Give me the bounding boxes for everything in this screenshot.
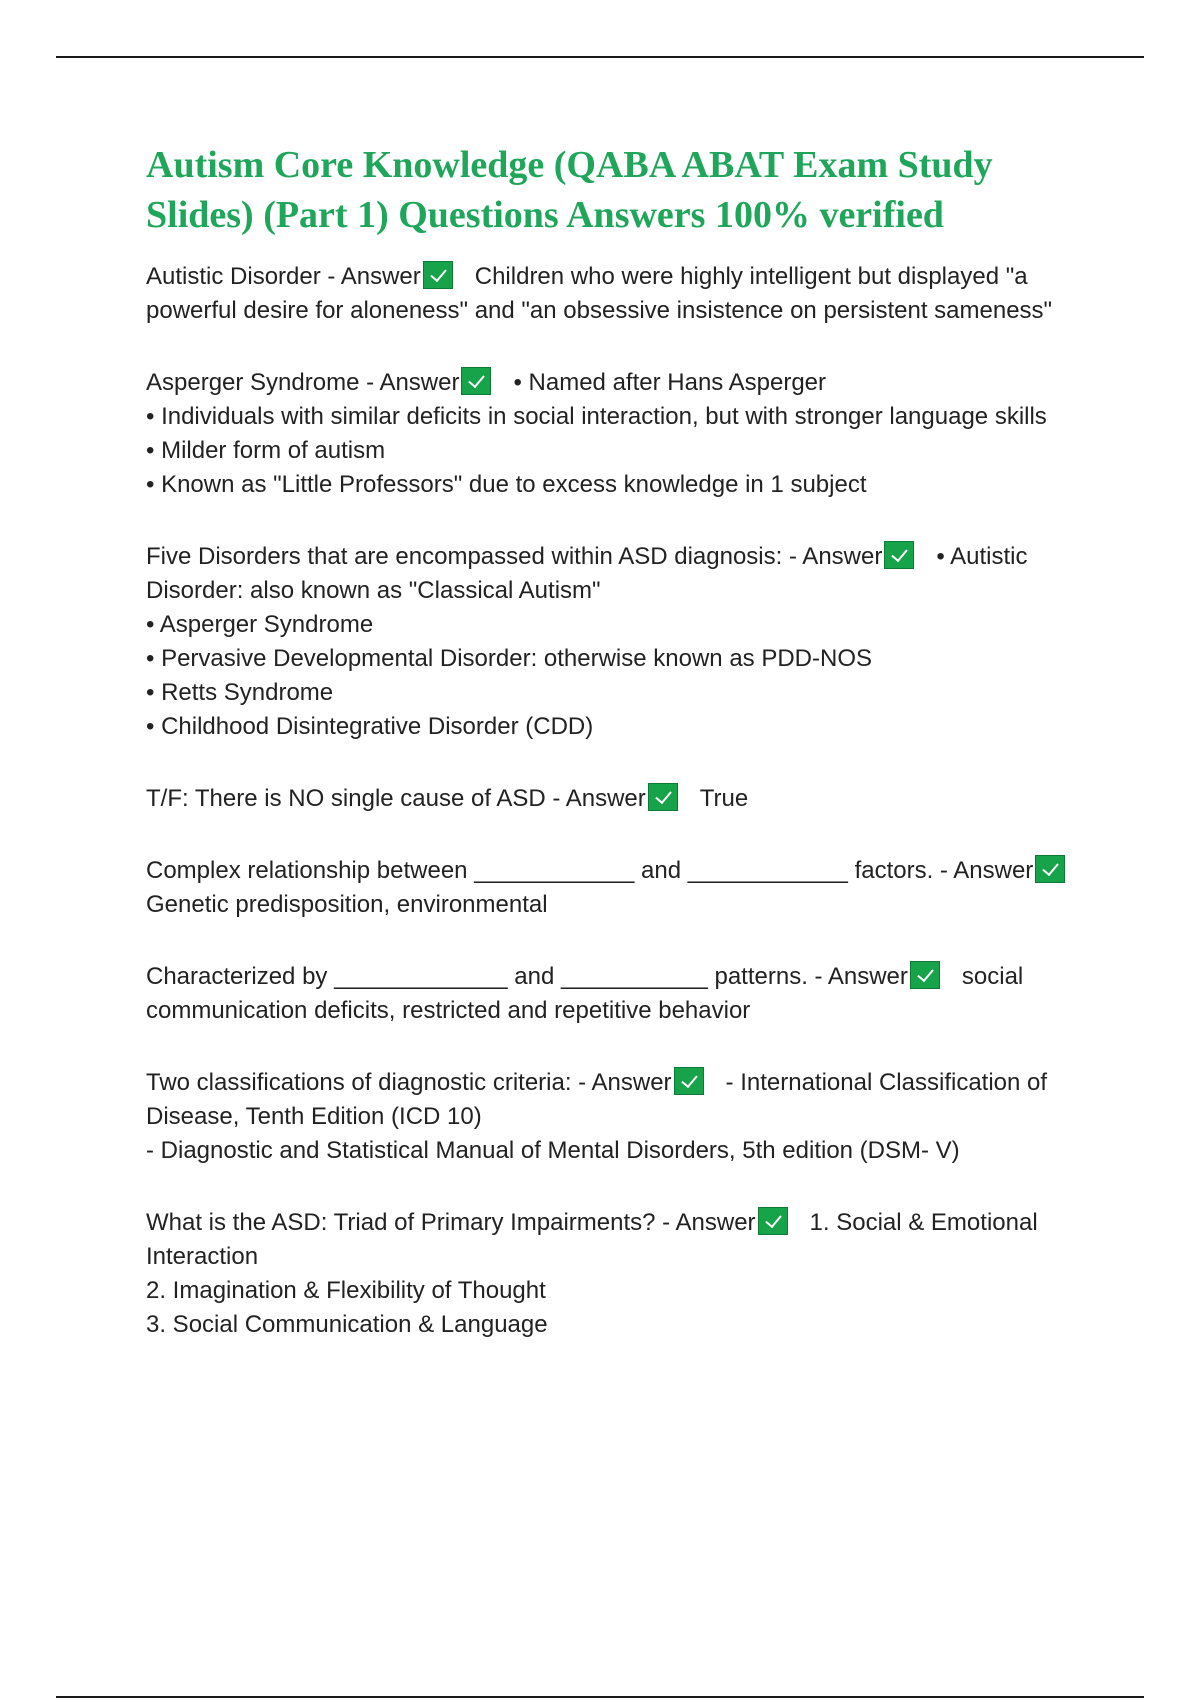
question-text: Five Disorders that are encompassed within ASD diagnosis: - Answer (146, 543, 883, 570)
answer-text: social communication deficits, restricted and repetitive behavior (146, 963, 1030, 1024)
question-text: Autistic Disorder - Answer (146, 263, 421, 290)
check-mark-icon (758, 1207, 788, 1235)
question-text: Two classifications of diagnostic criteria: - Answer (146, 1069, 672, 1096)
question-text: What is the ASD: Triad of Primary Impairments? - Answer (146, 1209, 756, 1236)
answer-text: • Named after Hans Asperger • Individuals with similar deficits in social interaction, but with stronger language skills • Milder form of autism • Known as "Little Professors" due to excess knowledge in 1 subject (146, 369, 1047, 498)
question-text: Complex relationship between ____________ and ____________ factors. - Answer (146, 857, 1034, 884)
qa-item (146, 260, 1096, 328)
question-text: T/F: There is NO single cause of ASD - Answer (146, 785, 646, 812)
qa-item (146, 366, 1096, 502)
qa-item (146, 782, 1096, 816)
check-mark-icon (648, 783, 678, 811)
answer-text: - International Classification of Disease, Tenth Edition (ICD 10) - Diagnostic and Statistical Manual of Mental Disorders, 5th edition (DSM- V) (146, 1069, 1048, 1164)
answer-text: True (699, 785, 749, 812)
answer-text: 1. Social & Emotional Interaction 2. Imagination & Flexibility of Thought 3. Social Communication & Language (146, 1209, 1038, 1338)
qa-item (146, 1066, 1096, 1168)
bottom-rule (56, 1696, 1144, 1698)
check-mark-icon (423, 261, 453, 289)
question-text: Characterized by _____________ and ___________ patterns. - Answer (146, 963, 908, 990)
answer-text: Genetic predisposition, environmental (146, 891, 548, 918)
qa-item (146, 1206, 1096, 1342)
answer-text: Children who were highly intelligent but displayed "a powerful desire for aloneness" and "an obsessive insistence on persistent sameness" (146, 263, 1053, 324)
check-mark-icon (1035, 855, 1065, 883)
qa-item (146, 854, 1096, 922)
document-title: Autism Core Knowledge (QABA ABAT Exam Study Slides) (Part 1) Questions Answers 100% verified (146, 144, 993, 236)
check-mark-icon (884, 541, 914, 569)
top-rule (56, 56, 1144, 58)
answer-text: • Autistic Disorder: also known as "Classical Autism" • Asperger Syndrome • Pervasive Developmental Disorder: otherwise known as PDD-NOS • Retts Syndrome • Childhood Disintegrative Disorder (CDD) (146, 543, 1028, 740)
qa-item (146, 960, 1096, 1028)
check-mark-icon (461, 367, 491, 395)
document-body (146, 140, 1096, 1380)
qa-item (146, 540, 1096, 744)
check-mark-icon (910, 961, 940, 989)
question-text: Asperger Syndrome - Answer (146, 369, 460, 396)
check-mark-icon (674, 1067, 704, 1095)
